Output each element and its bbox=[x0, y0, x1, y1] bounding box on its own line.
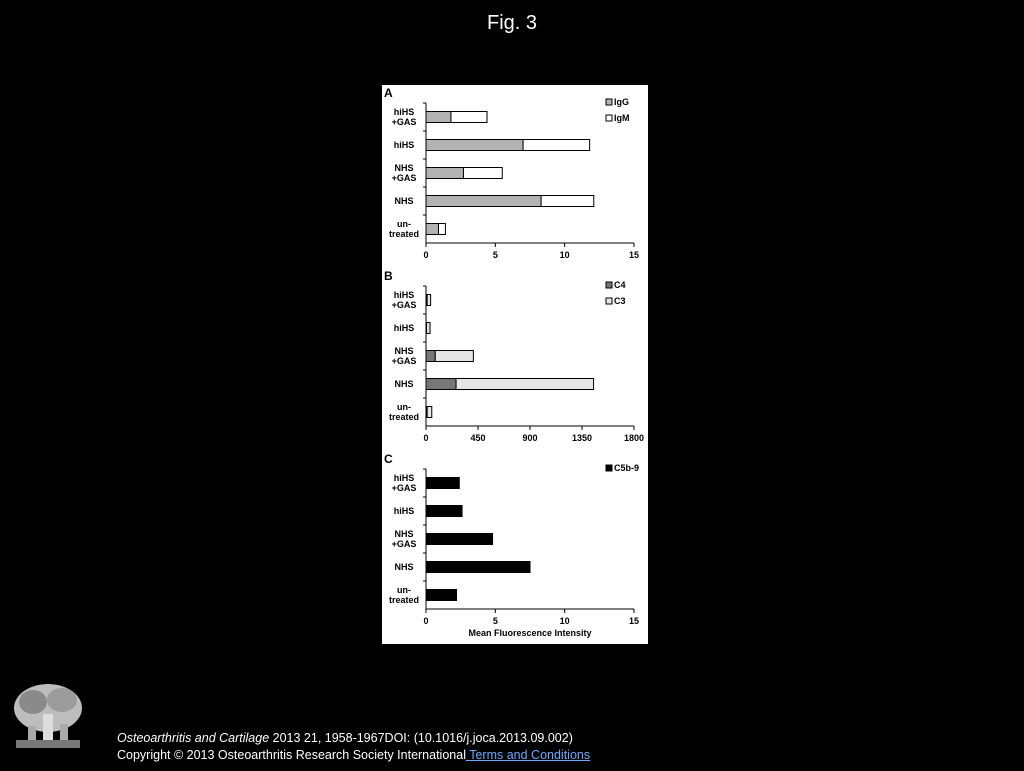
category-label: hiHS +GAS bbox=[391, 473, 417, 493]
legend-label: C4 bbox=[614, 280, 626, 290]
elsevier-tree-icon bbox=[8, 680, 88, 766]
x-tick-label: 1350 bbox=[571, 433, 593, 443]
bar-igm bbox=[463, 168, 502, 179]
bar-igg bbox=[426, 112, 451, 123]
bar-igg bbox=[426, 140, 523, 151]
citation-block bbox=[117, 730, 590, 764]
panel-label: B bbox=[384, 269, 393, 283]
category-label: un-treated bbox=[388, 585, 420, 605]
category-label: NHS bbox=[394, 379, 414, 389]
x-tick-label: 15 bbox=[628, 250, 640, 260]
bar-igg bbox=[426, 224, 438, 235]
legend-swatch bbox=[606, 298, 612, 304]
x-tick-label: 10 bbox=[559, 616, 570, 626]
category-label: un-treated bbox=[388, 402, 420, 422]
bar-igg bbox=[426, 168, 463, 179]
category-label: NHS +GAS bbox=[391, 529, 417, 549]
citation-details: 2013 21, 1958-1967DOI: (10.1016/j.joca.2013.09.002) bbox=[269, 731, 573, 745]
category-label: NHS +GAS bbox=[391, 346, 417, 366]
category-label: hiHS +GAS bbox=[391, 290, 417, 310]
category-label: NHS bbox=[394, 562, 414, 572]
terms-and-conditions-link[interactable]: Terms and Conditions bbox=[465, 748, 591, 762]
x-tick-label: 0 bbox=[423, 616, 429, 626]
x-tick-label: 900 bbox=[522, 433, 538, 443]
legend-label: IgM bbox=[614, 113, 630, 123]
bar-c5b-9 bbox=[426, 562, 530, 573]
bar-igm bbox=[438, 224, 445, 235]
category-label: un-treated bbox=[388, 219, 420, 239]
category-label: NHS bbox=[394, 196, 414, 206]
copyright-text: Copyright © 2013 Osteoarthritis Research Society International bbox=[117, 748, 466, 762]
legend-swatch bbox=[606, 115, 612, 121]
x-tick-label: 15 bbox=[628, 616, 640, 626]
panel-label: A bbox=[384, 86, 393, 100]
x-tick-label: 0 bbox=[423, 250, 429, 260]
x-tick-label: 5 bbox=[492, 250, 498, 260]
category-label: hiHS bbox=[393, 506, 415, 516]
legend-label: IgG bbox=[614, 97, 629, 107]
x-tick-label: 0 bbox=[423, 433, 429, 443]
figure-svg bbox=[382, 85, 648, 644]
category-label: hiHS bbox=[393, 140, 415, 150]
bar-igg bbox=[426, 196, 541, 207]
category-label: NHS +GAS bbox=[391, 163, 417, 183]
x-tick-label: 5 bbox=[492, 616, 498, 626]
bar-c3 bbox=[427, 295, 430, 306]
legend-label: C3 bbox=[614, 296, 626, 306]
bar-c3 bbox=[435, 351, 473, 362]
bar-c3 bbox=[427, 323, 430, 334]
bar-c5b-9 bbox=[426, 478, 459, 489]
x-tick-label: 450 bbox=[470, 433, 486, 443]
bar-c5b-9 bbox=[426, 506, 462, 517]
panel-label: C bbox=[384, 452, 393, 466]
legend-swatch bbox=[606, 99, 612, 105]
copyright-line bbox=[117, 747, 590, 764]
bar-igm bbox=[541, 196, 594, 207]
legend-swatch bbox=[606, 282, 612, 288]
elsevier-logo bbox=[8, 680, 88, 766]
legend-swatch bbox=[606, 465, 612, 471]
bar-igm bbox=[523, 140, 590, 151]
journal-name: Osteoarthritis and Cartilage bbox=[117, 731, 270, 745]
bar-c3 bbox=[456, 379, 594, 390]
citation-line bbox=[117, 730, 590, 747]
legend-label: C5b-9 bbox=[614, 463, 640, 473]
bar-c3 bbox=[427, 407, 432, 418]
x-tick-label: 1800 bbox=[623, 433, 645, 443]
bar-c4 bbox=[426, 379, 456, 390]
slide-title: Fig. 3 bbox=[486, 12, 538, 34]
x-tick-label: 10 bbox=[559, 250, 570, 260]
bar-c4 bbox=[426, 351, 435, 362]
bar-igm bbox=[451, 112, 487, 123]
category-label: hiHS bbox=[393, 323, 415, 333]
category-label: hiHS +GAS bbox=[391, 107, 417, 127]
x-axis-title: Mean Fluorescence Intensity bbox=[468, 628, 592, 638]
figure-panel bbox=[382, 85, 648, 644]
bar-c5b-9 bbox=[426, 590, 457, 601]
bar-c5b-9 bbox=[426, 534, 493, 545]
